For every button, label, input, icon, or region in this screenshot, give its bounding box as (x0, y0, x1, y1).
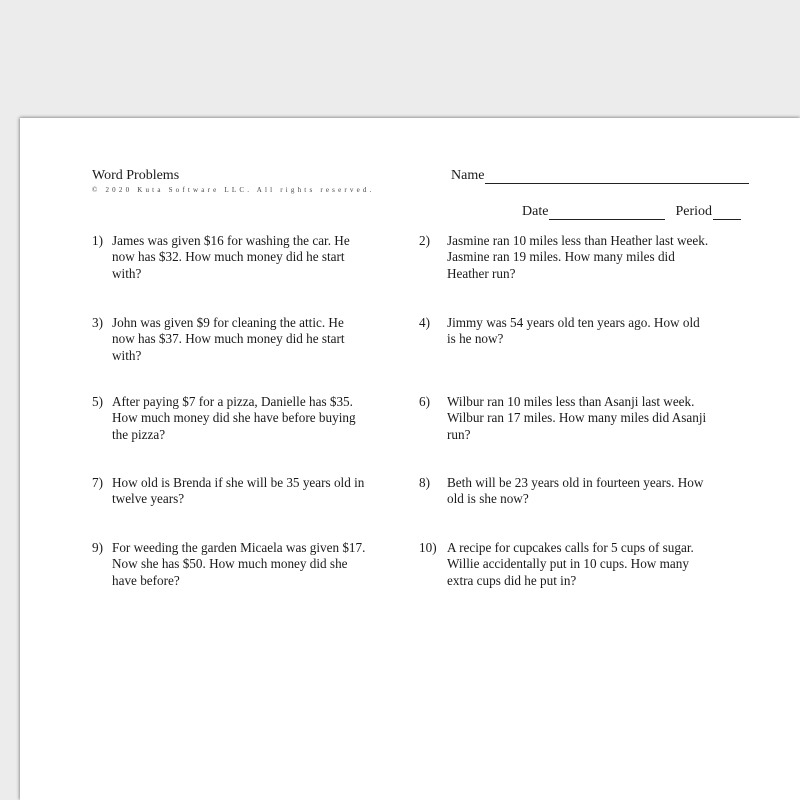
problem-number: 10) (419, 540, 437, 555)
name-blank-line (485, 169, 749, 184)
name-field-row (451, 168, 749, 184)
date-label: Date (522, 204, 549, 219)
worksheet-page (20, 118, 800, 800)
name-label: Name (451, 168, 485, 183)
problem-text: After paying $7 for a pizza, Danielle has $35. How much money did she have before buying the pizza? (112, 394, 356, 442)
problem-10 (419, 540, 709, 589)
problem-number: 6) (419, 394, 430, 409)
problem-text: For weeding the garden Micaela was given $17. Now she has $50. How much money did she have before? (112, 540, 366, 588)
problem-8 (419, 475, 709, 508)
worksheet-title: Word Problems (92, 168, 180, 183)
problem-number: 7) (92, 475, 103, 490)
problem-9 (92, 540, 368, 589)
problem-text: James was given $16 for washing the car. He now has $32. How much money did he start with? (112, 233, 350, 281)
problem-number: 2) (419, 233, 430, 248)
problem-text: How old is Brenda if she will be 35 years old in twelve years? (112, 475, 365, 507)
period-label: Period (675, 204, 712, 219)
problem-text: John was given $9 for cleaning the attic. He now has $37. How much money did he start with? (112, 315, 345, 363)
copyright-notice: © 2020 Kuta Software LLC. All rights reserved. (92, 186, 375, 194)
problem-2 (419, 233, 709, 282)
problem-text: A recipe for cupcakes calls for 5 cups of sugar. Willie accidentally put in 10 cups. How many extra cups did he put in? (447, 540, 694, 588)
problem-7 (92, 475, 368, 508)
problem-number: 1) (92, 233, 103, 248)
problem-5 (92, 394, 368, 443)
problem-number: 5) (92, 394, 103, 409)
problem-number: 3) (92, 315, 103, 330)
date-blank-line (549, 205, 665, 220)
problem-3 (92, 315, 368, 364)
problem-4 (419, 315, 709, 348)
problem-text: Jimmy was 54 years old ten years ago. How old is he now? (447, 315, 700, 347)
problem-number: 4) (419, 315, 430, 330)
problem-text: Beth will be 23 years old in fourteen years. How old is she now? (447, 475, 704, 507)
period-blank-line (713, 205, 741, 220)
problem-6 (419, 394, 709, 443)
date-period-row (522, 204, 749, 220)
problem-number: 9) (92, 540, 103, 555)
problem-text: Wilbur ran 10 miles less than Asanji last week. Wilbur ran 17 miles. How many miles did Asanji run? (447, 394, 707, 442)
problem-number: 8) (419, 475, 430, 490)
problem-text: Jasmine ran 10 miles less than Heather last week. Jasmine ran 19 miles. How many miles did Heather run? (447, 233, 709, 281)
problem-1 (92, 233, 368, 282)
